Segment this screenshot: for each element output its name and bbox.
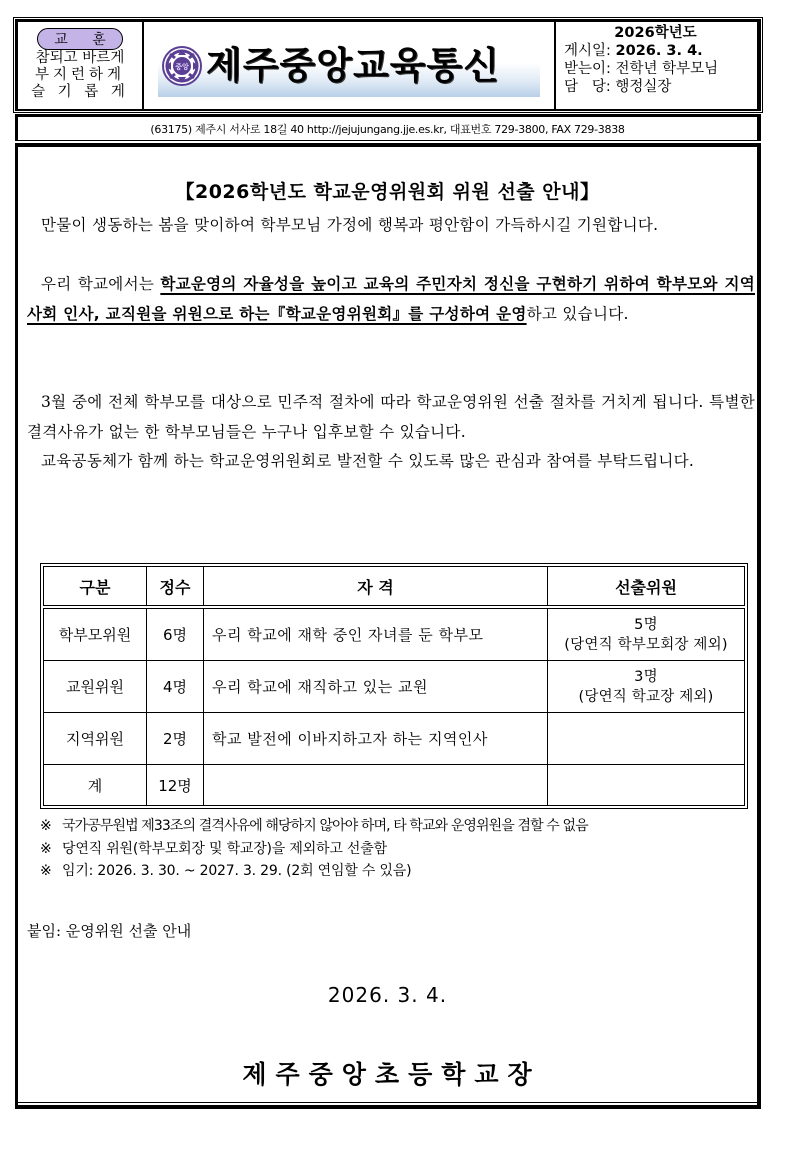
reference-mark-icon: ※ — [40, 840, 52, 857]
note-item: ※ 당연직 위원(학부모회장 및 학교장)을 제외하고 선출함 — [40, 838, 588, 861]
committee-composition-table — [43, 566, 745, 806]
qualification-cell: 학교 발전에 이바지하고자 하는 지역인사 — [204, 713, 548, 765]
principal-signature: 제주중앙초등학교장 — [242, 1060, 541, 1089]
reference-mark-icon: ※ — [40, 818, 51, 834]
newsletter-banner — [144, 22, 556, 109]
category-cell: 학부모위원 — [44, 607, 147, 661]
quota-cell: 4명 — [147, 661, 204, 713]
attachment-note: 붙임: 운영위원 선출 안내 — [27, 922, 192, 940]
header-qualification: 자 격 — [204, 567, 548, 608]
table-row — [44, 661, 745, 713]
emphasized-purpose: 학교운영의 자율성을 높이고 교육의 주민자치 정신을 구현하기 위하여 학부모와 지역사회 인사, 교직원을 위원으로 하는『학교운영위원회』를 구성하여 운영 — [27, 275, 756, 323]
elected-cell: 3명 (당연직 학교장 제외) — [548, 661, 745, 713]
school-motto — [18, 22, 144, 109]
motto-line-3: 슬 기 롭 게 — [31, 84, 129, 100]
motto-line-1: 참되고 바르게 — [35, 50, 125, 66]
category-cell: 교원위원 — [44, 661, 147, 713]
elected-cell: 5명 (당연직 학부모회장 제외) — [548, 607, 745, 661]
publication-info — [556, 22, 757, 109]
school-address: (63175) 제주시 서사로 18길 40 http://jejujungang.jje.es.kr, 대표번호 729-3800, FAX 729-3838 — [15, 114, 761, 141]
qualification-cell: 우리 학교에 재직하고 있는 교원 — [204, 661, 548, 713]
quota-cell: 2명 — [147, 713, 204, 765]
table-row — [44, 713, 745, 765]
paragraph-election-process: 3월 중에 전체 학부모를 대상으로 민주적 절차에 따라 학교운영위원 선출 절차를 거치게 됩니다. 특별한 결격사유가 없는 한 학부모님들은 누구나 입후보할 수 있습니다. — [27, 393, 755, 441]
header-elected: 선출위원 — [548, 567, 745, 608]
svg-text:중앙: 중앙 — [175, 62, 189, 71]
posted-label: 게시일: — [564, 43, 611, 59]
table-row-total — [44, 765, 745, 806]
qualification-cell — [204, 765, 548, 806]
motto-line-2: 부지런하게 — [34, 67, 126, 83]
document-title: 【2026학년도 학교운영위원회 위원 선출 안내】 — [175, 181, 600, 203]
table-row — [44, 607, 745, 661]
notes-list — [40, 815, 588, 883]
committee-table-frame — [40, 563, 748, 809]
newsletter-header — [15, 19, 761, 111]
category-cell: 지역위원 — [44, 713, 147, 765]
note-item: ※ 임기: 2026. 3. 30. ~ 2027. 3. 29. (2회 연임할 수 있음) — [40, 860, 588, 883]
header-category: 구분 — [44, 567, 147, 608]
newsletter-title: 제주중앙교육통신 — [206, 44, 500, 87]
contact-row — [564, 78, 757, 96]
school-emblem-icon — [162, 46, 202, 86]
category-cell: 계 — [44, 765, 147, 806]
elected-cell — [548, 713, 745, 765]
note-item: ※ 국가공무원법 제33조의 결격사유에 해당하지 않아야 하며, 타 학교와 운영위원을 겸할 수 없음 — [40, 815, 588, 838]
posted-date-row — [564, 42, 757, 60]
quota-cell: 6명 — [147, 607, 204, 661]
quota-cell: 12명 — [147, 765, 204, 806]
paragraph-greeting: 만물이 생동하는 봄을 맞이하여 학부모님 가정에 행복과 평안함이 가득하시길 기원합니다. — [41, 216, 659, 234]
paragraph-purpose: 우리 학교에서는 학교운영의 자율성을 높이고 교육의 주민자치 정신을 구현하기 위하여 학부모와 지역사회 인사, 교직원을 위원으로 하는『학교운영위원회』를 구성하여 운영하고 있습니다. — [27, 275, 756, 323]
qualification-cell: 우리 학교에 재학 중인 자녀를 둔 학부모 — [204, 607, 548, 661]
recipient: 전학년 학부모님 — [615, 61, 719, 77]
elected-cell — [548, 765, 745, 806]
header-quota: 정수 — [147, 567, 204, 608]
motto-badge: 교 훈 — [37, 28, 123, 50]
paragraph-closing: 교육공동체가 함께 하는 학교운영위원회로 발전할 수 있도록 많은 관심과 참여를 부탁드립니다. — [41, 452, 695, 470]
document-body — [15, 143, 761, 1109]
school-year: 2026학년도 — [614, 25, 697, 41]
recipient-row — [564, 60, 757, 78]
issue-date: 2026. 3. 4. — [327, 983, 448, 1007]
reference-mark-icon: ※ — [40, 863, 52, 879]
recipient-label: 받는이: — [564, 61, 611, 77]
contact-label: 담 당: — [564, 79, 611, 95]
table-header-row — [44, 567, 745, 608]
posted-date: 2026. 3. 4. — [615, 43, 703, 59]
contact: 행정실장 — [615, 79, 672, 95]
